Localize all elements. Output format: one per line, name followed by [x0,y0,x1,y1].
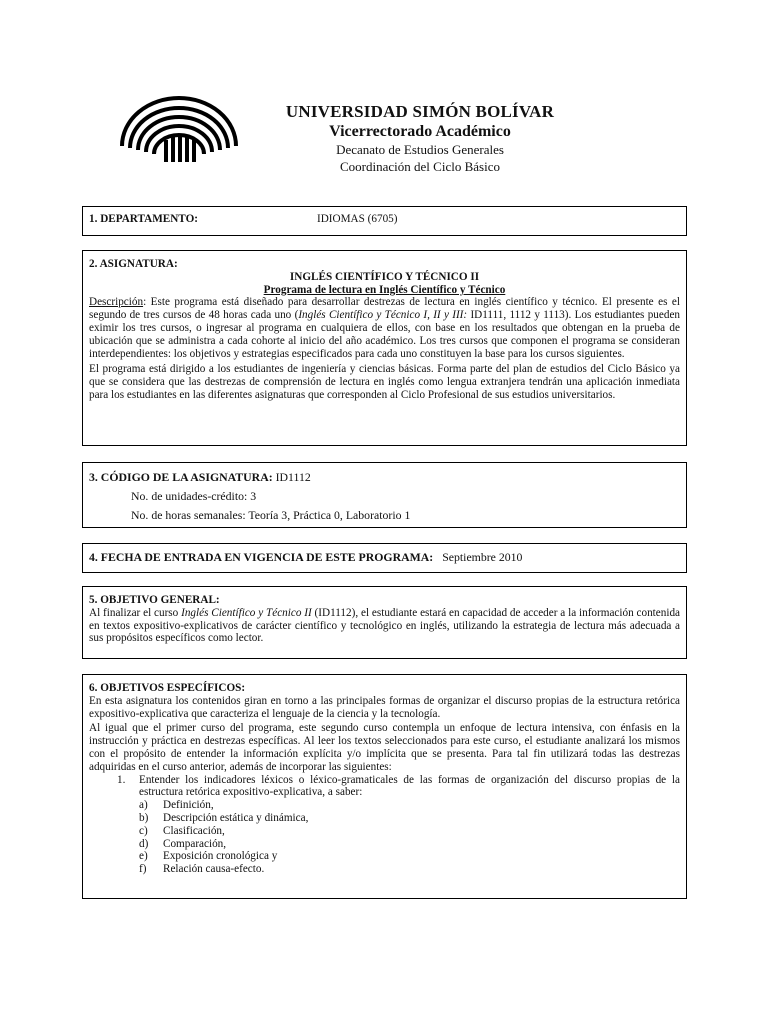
list-item-number: 1. [117,773,126,786]
sub-item-letter: d) [139,837,149,850]
sub-item-letter: e) [139,850,148,863]
sub-item [89,799,680,812]
sub-item-text: Descripción estática y dinámica, [163,811,309,824]
section-asignatura [82,250,687,446]
decanato: Decanato de Estudios Generales [336,142,504,157]
objetivo-text-b: (ID1112), el estudiante estará en capacidad de acceder a la información contenida en textos expositivo-explicativos de carácter científico y tecnológico en inglés, utilizando la estrategia de lectura más adecuada a sus propósitos específicos como lector. [89,606,680,645]
unidades-credito: No. de unidades-crédito: 3 [131,489,257,503]
sub-item [89,825,680,838]
coordinacion: Coordinación del Ciclo Básico [340,159,500,174]
fecha-label: 4. FECHA DE ENTRADA EN VIGENCIA DE ESTE PROGRAMA: [89,550,434,564]
sub-item [89,863,680,876]
list-item [89,774,680,800]
descripcion-text-b: ID1111, 1112 y 1113). Los estudiantes pueden eximir los tres cursos, o ingresar al programa en cualquiera de ellos, con base en los resultados que obtengan en la prueba de ubicación que se administra a cada cohorte al inicio del año académico. Los tres cursos que componen el programa se consideran interdependientes: los objetivos y estrategias especificados para cada uno constituyen la base para los cursos siguientes. [89,309,681,360]
university-logo [118,94,240,166]
sub-item-text: Comparación, [163,837,227,850]
programa-paragraph: El programa está dirigido a los estudiantes de ingeniería y ciencias básicas. Forma parte del plan de estudios del Ciclo Básico ya que se considera que las destrezas de comprensión de lectura en inglés como lengua extranjera tendrán una aplicación inmediata para los estudiantes en las diferentes asignaturas que corresponden al Ciclo Profesional de sus estudios universitarios. [89,363,680,401]
horas-semanales: No. de horas semanales: Teoría 3, Práctica 0, Laboratorio 1 [131,508,411,522]
section-departamento [82,206,687,236]
descripcion-text-a: : Este programa está diseñado para desarrollar destrezas de lectura en inglés científico y técnico. El presente es el segundo de tres cursos de 48 horas cada uno ( [89,296,680,322]
sub-item-text: Clasificación, [163,824,225,837]
objetivos-especificos-label: 6. OBJETIVOS ESPECÍFICOS: [89,682,246,694]
sub-item-text: Exposición cronológica y [163,850,278,863]
objetivos-para2: Al igual que el primer curso del programa, este segundo curso contempla un enfoque de lectura intensiva, con énfasis en la instrucción y práctica en destrezas específicas. Al leer los textos seleccionados para este curso, el estudiante analizará los mismos con el propósito de entender la información explícita y/o implícita que se presenta. Para tal fin utilizará todas las destrezas adquiridas en el curso anterior, además de incorporar las siguientes: [89,722,680,773]
descripcion-label: Descripción [89,296,144,309]
objetivo-general-label: 5. OBJETIVO GENERAL: [89,594,220,606]
asignatura-label: 2. ASIGNATURA: [89,258,178,270]
section-codigo [82,462,687,528]
sub-item-letter: b) [139,811,149,824]
section-objetivos-especificos [82,674,687,899]
objetivo-course-name: Inglés Científico y Técnico II [181,606,312,619]
departamento-label: 1. DEPARTAMENTO: [89,213,198,225]
asignatura-subtitle: Programa de lectura en Inglés Científico y Técnico [263,283,506,296]
sub-item [89,812,680,825]
descripcion-paragraph [89,296,680,360]
sub-item [89,838,680,851]
asignatura-title: INGLÉS CIENTÍFICO Y TÉCNICO II [289,270,480,283]
objetivo-text-a: Al finalizar el curso [89,606,182,619]
vicerrectorado: Vicerrectorado Académico [329,123,511,140]
sub-item-letter: a) [139,799,148,812]
fecha-value: Septiembre 2010 [442,550,523,564]
section-objetivo-general [82,586,687,659]
codigo-value: ID1112 [275,470,311,484]
departamento-value: IDIOMAS (6705) [317,213,398,225]
list-item-text: Entender los indicadores léxicos o léxico-gramaticales de las formas de organización del discurso propias de la estructura retórica expositivo-explicativa, a saber: [139,773,680,799]
sub-item-letter: f) [139,863,147,876]
section-fecha-vigencia [82,543,687,573]
sub-item-letter: c) [139,824,148,837]
sub-item-text: Relación causa-efecto. [163,863,265,876]
objetivos-para1: En esta asignatura los contenidos giran en torno a las principales formas de organizar el discurso propias de la estructura retórica expositivo-explicativa que caracteriza el lenguaje de la ciencia y la tecnología. [89,694,680,720]
descripcion-course-names: Inglés Científico y Técnico I, II y III: [298,309,468,322]
sub-item-text: Definición, [163,799,214,812]
objetivo-general-text [89,607,680,645]
sub-item [89,850,680,863]
codigo-label: 3. CÓDIGO DE LA ASIGNATURA: [89,470,273,484]
university-name: UNIVERSIDAD SIMÓN BOLÍVAR [285,102,555,121]
